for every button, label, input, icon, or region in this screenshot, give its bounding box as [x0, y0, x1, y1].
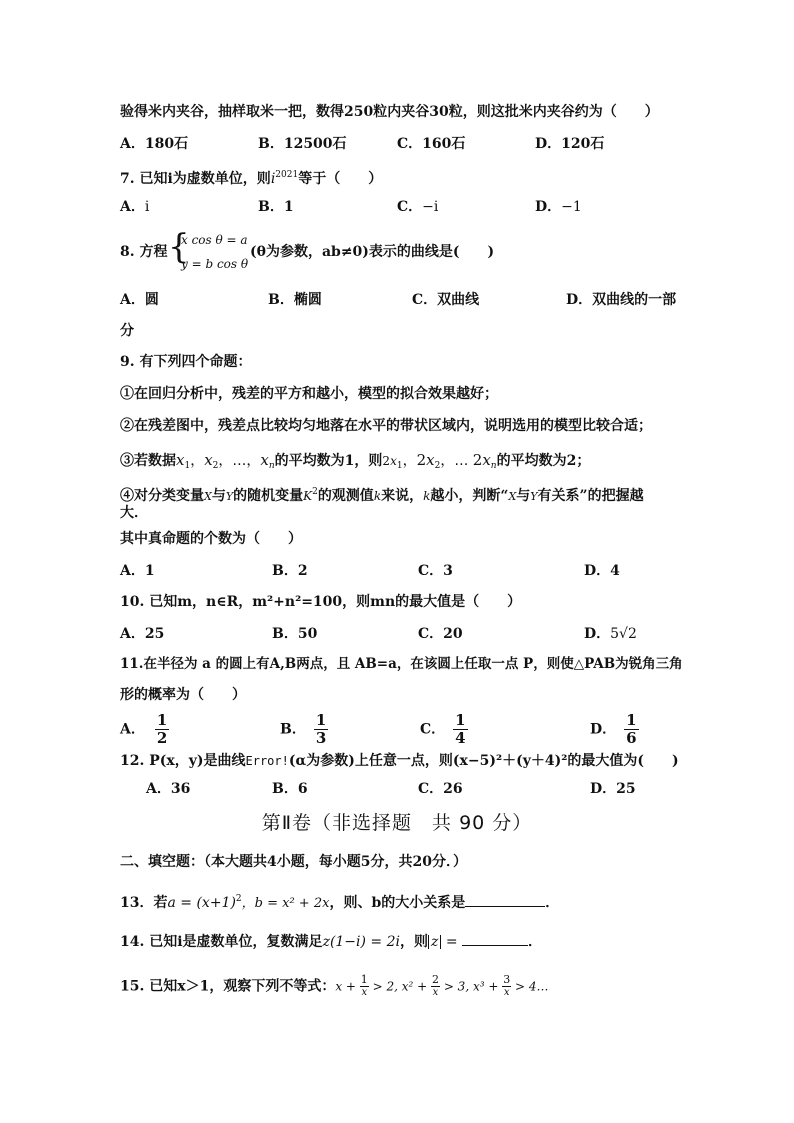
q7-option-c	[397, 198, 438, 216]
q7-exponent: 2021	[275, 170, 299, 180]
q9-option-b: B．2	[272, 563, 308, 579]
q13-text: 13．若$a = (x+1)^2$，b = x² + 2x，则、b的大小关系是 ．	[120, 894, 560, 911]
q13-prefix: 13．若	[120, 895, 168, 911]
q15-fraction-3	[502, 974, 511, 999]
q7-option-d	[535, 198, 582, 216]
q15-term-2: > 2, x² +	[368, 979, 431, 994]
q11-a-numerator: 1	[156, 711, 168, 729]
q9-s4-f: 越小，判断“	[430, 488, 509, 504]
q9-option-a: A．1	[120, 563, 155, 579]
q10-option-d-label: D．	[584, 626, 611, 642]
q12-option-d: D．25	[590, 781, 636, 797]
q14-equals: =	[441, 934, 463, 950]
q11-option-a	[120, 712, 169, 747]
q8-equation-1: x cos θ = a	[181, 233, 248, 247]
q6-option-a: A．180石	[120, 136, 189, 152]
q12-suffix: (α为参数)上任意一点，则(x−5)²＋(y＋4)²的最大值为( )	[288, 753, 679, 769]
q6-text: 验得米内夹谷，抽样取米一把，数得250粒内夹谷30粒，则这批米内夹谷约为（ ）	[120, 104, 659, 120]
q11-text: 11.在半径为 a 的圆上有A,B两点，且 AB=a，在该圆上任取一点 P，则使△PAB为锐角三角	[120, 656, 683, 672]
q7-option-a	[120, 198, 149, 216]
q8-option-c: C．双曲线	[412, 292, 480, 308]
q6-option-d: D．120石	[535, 136, 605, 152]
q8-prefix: 8. 方程	[120, 244, 168, 260]
q13-a-expr: a = (x+1)	[167, 895, 236, 911]
q15-f3-den: x	[503, 987, 510, 998]
q7-option-b	[258, 198, 294, 216]
q14-answer-blank[interactable]	[462, 945, 528, 946]
q9-s4-d: 的观测值	[317, 488, 374, 504]
section-title: 第Ⅱ卷（非选择题 共 90 分）	[261, 812, 533, 834]
q7-option-a-value: i	[144, 199, 150, 215]
q11-b-numerator: 1	[315, 711, 327, 729]
q11-option-c	[420, 712, 468, 747]
q11-b-denominator: 3	[315, 729, 327, 747]
q10-option-a: A．25	[120, 626, 165, 642]
q15-f1-num: 1	[360, 973, 368, 986]
q9-statement-4-wrap: 大．	[120, 505, 148, 521]
q8-option-b: B．椭圆	[268, 292, 322, 308]
q9-s4-c: 的随机变量	[233, 488, 304, 504]
q14-text: 14. 已知i是虚数单位，复数满足z(1−i) = 2i，则 z = ．	[120, 934, 543, 950]
q9-s3-part-b: 的平均数为1，则	[274, 453, 383, 469]
q11-option-a-label: A．	[120, 721, 145, 738]
q15-term-4: > 4…	[511, 979, 549, 994]
q9-s4-e: 来说，	[381, 488, 424, 504]
q13-a-exponent: 2	[235, 894, 242, 904]
q13-b-expr: ，b = x² + 2x	[241, 896, 330, 911]
q7-option-a-label: A．	[120, 199, 145, 215]
q11-option-d-label: D．	[590, 721, 617, 738]
q9-s3-part-a: ③若数据	[120, 453, 176, 469]
q15-f3-num: 3	[503, 973, 511, 986]
q7-suffix: 等于（ ）	[298, 171, 383, 187]
q11-option-b	[280, 712, 328, 747]
q11-option-a-fraction	[155, 712, 169, 747]
q7-option-c-label: C．	[397, 199, 423, 215]
q7-base: i	[270, 171, 276, 187]
q12-option-a: A．36	[146, 781, 191, 797]
q7-prefix: 7. 已知i为虚数单位，则	[120, 171, 271, 187]
q10-option-b: B．50	[272, 626, 318, 642]
q9-s4-a: ④对分类变量	[120, 488, 204, 504]
q9-s4-h: 有关系”的把握越	[537, 488, 644, 504]
q13-suffix: ，则、b的大小关系是	[329, 895, 466, 911]
q14-equation: z(1−i) = 2i	[322, 934, 400, 950]
q7-option-d-value: −1	[561, 199, 582, 215]
q12-text	[120, 752, 679, 770]
q9-option-c: C．3	[418, 563, 453, 579]
q11-option-c-label: C．	[420, 721, 446, 738]
q8-option-a: A．圆	[120, 292, 159, 308]
q11-option-c-fraction	[453, 712, 467, 747]
q7-option-c-value: −i	[422, 199, 439, 215]
q12-option-c: C．26	[418, 781, 463, 797]
q14-prefix: 14. 已知i是虚数单位，复数满足	[120, 934, 323, 950]
q9-s3-part-c: 的平均数为2；	[496, 453, 591, 469]
q9-s4-b: 与	[211, 488, 226, 504]
part-two-heading: 二、填空题：（本大题共4小题，每小题5分，共20分．）	[120, 854, 467, 870]
q9-statement-3: ③若数据$x_1$，$x_2$，…，$x_n$的平均数为1，则$2x_1$，$2x_2$，… $2x_n$的平均数为2；	[120, 451, 591, 471]
q9-title: 9. 有下列四个命题：	[120, 354, 252, 370]
q12-error-field: Error!	[245, 754, 289, 768]
q9-statement-2: ②在残差图中，残差点比较均匀地落在水平的带状区域内，说明选用的模型比较合适；	[120, 418, 652, 434]
q9-option-d: D．4	[584, 563, 620, 579]
q7-option-b-label: B．	[258, 199, 284, 215]
q12-option-b: B．6	[272, 781, 308, 797]
q15-fraction-2	[431, 974, 440, 999]
q15-f2-den: x	[432, 987, 439, 998]
q10-option-c: C．20	[418, 626, 463, 642]
q8-option-d: D．双曲线的一部	[566, 292, 677, 308]
q7-option-d-label: D．	[535, 199, 562, 215]
q11-d-denominator: 6	[626, 729, 637, 747]
q7-text	[120, 166, 382, 188]
q8-brace: {	[168, 227, 190, 267]
q8-suffix: (θ为参数，ab≠0)表示的曲线是( )	[250, 244, 495, 260]
q13-answer-blank[interactable]	[465, 906, 545, 907]
q10-option-d	[584, 625, 637, 643]
q11-text-wrap: 形的概率为（ ）	[120, 687, 246, 703]
q11-a-denominator: 2	[156, 729, 168, 747]
q9-statement-1: ①在回归分析中，残差的平方和越小，模型的拟合效果越好；	[120, 386, 498, 402]
q9-question: 其中真命题的个数为（ ）	[120, 531, 302, 547]
q11-d-numerator: 1	[626, 711, 637, 729]
q15-text	[120, 974, 549, 999]
q9-s4-g: 与	[516, 488, 531, 504]
q9-statement-4: ④对分类变量X与Y的随机变量$K^2$的观测值k来说，k越小，判断“X与Y有关系”的把握越	[120, 487, 644, 504]
q11-c-numerator: 1	[455, 711, 466, 729]
q11-c-denominator: 4	[455, 729, 466, 747]
q6-option-c: C．160石	[397, 136, 466, 152]
q10-option-d-value: 5√2	[610, 626, 637, 642]
q6-option-b: B．12500石	[258, 136, 347, 152]
q11-option-d-fraction	[624, 712, 638, 747]
q12-prefix: 12. P(x，y)是曲线	[120, 753, 246, 769]
q15-f2-num: 2	[432, 973, 439, 986]
q10-text: 10. 已知m，n∈R，m²+n²=100，则mn的最大值是（ ）	[120, 594, 522, 610]
q14-abs-z: z	[428, 935, 441, 949]
q15-f1-den: x	[361, 987, 368, 998]
q15-term-1: x +	[335, 979, 360, 994]
q11-option-d	[590, 712, 639, 747]
q15-prefix: 15. 已知x＞1，观察下列不等式：	[120, 978, 336, 995]
q15-fraction-1	[360, 974, 369, 999]
q7-option-b-value: 1	[283, 199, 294, 215]
q8-option-d-wrap: 分	[120, 323, 134, 339]
q8-equation-2: y = b cos θ	[181, 257, 249, 271]
q11-option-b-label: B．	[280, 721, 306, 738]
q14-mid: ，则	[400, 934, 428, 950]
q11-option-b-fraction	[314, 712, 328, 747]
q15-term-3: > 3, x³ +	[440, 979, 503, 994]
